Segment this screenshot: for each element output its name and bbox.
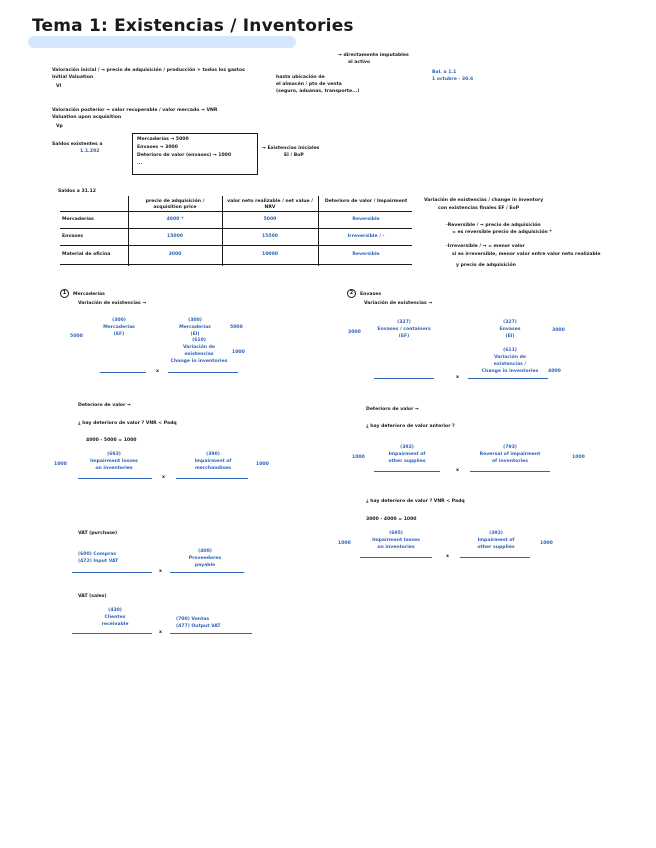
balance-label-2: 1.1.202 xyxy=(80,149,100,154)
s2-credit-account2-4: Change in inventories xyxy=(481,369,539,374)
s2-debit-account-3: (EF) xyxy=(398,334,410,339)
s2-credit-account-1: (327) xyxy=(503,320,517,325)
s2-det2-calc: 3000 - 4000 = 1000 xyxy=(366,517,417,522)
s1-det-x-mark: x xyxy=(162,475,165,480)
table-note-4: = es reversible precio de adquisición * xyxy=(452,230,552,235)
s2-det-credit-line xyxy=(470,471,550,472)
vat-purchase-right-2: Proveedores xyxy=(188,556,222,561)
s2-det-debit-1: (392) xyxy=(400,445,414,450)
vat-sales-debit-line xyxy=(72,633,152,634)
section-2-title: Envases xyxy=(360,292,382,297)
table-row-3-label: Material de oficina xyxy=(62,252,111,257)
s2-det-credit-1: (793) xyxy=(503,445,517,450)
s1-credit-account-2: Mercaderías xyxy=(179,325,211,330)
s1-credit-account2-3: existencias xyxy=(184,352,214,357)
s1-credit-amount-2: 1000 xyxy=(232,350,245,355)
gastos-note-1: hasta ubicación de xyxy=(276,75,325,80)
vat-sales-x-mark: x xyxy=(159,630,162,635)
initial-valuation-en: Initial Valuation xyxy=(52,75,94,80)
vp-label: Vp xyxy=(56,124,63,129)
s2-det-heading: Deterioro de valor → xyxy=(366,407,419,412)
s2-credit-amount-2: 4000 xyxy=(548,369,561,374)
vat-purchase-debit-line xyxy=(72,572,152,573)
s1-det-debit-amount: 1000 xyxy=(54,462,67,467)
s2-credit-line xyxy=(468,378,548,379)
s2-det-debit-2: Impairment of xyxy=(388,452,426,457)
s1-credit-account-1: (300) xyxy=(188,318,202,323)
gastos-note-2: el almacén / pto de venta xyxy=(276,82,342,87)
box-line-1: Mercaderías → 5000 xyxy=(137,137,189,142)
table-row-1-col-3: Reversible xyxy=(352,217,380,222)
dates-note-1: Bal. a 1.1 xyxy=(432,70,457,75)
table-header-3: Deterioro de valor / Impairment xyxy=(324,199,408,204)
s1-det-heading: Deterioro de valor → xyxy=(78,403,131,408)
table-row-2-col-1: 15000 xyxy=(167,234,183,239)
s2-credit-account2-3: existencias / xyxy=(493,362,527,367)
s1-credit-amount-1: 5000 xyxy=(230,325,243,330)
vat-purchase-credit-line xyxy=(170,572,244,573)
box-line-3: Deterioro de valor (envases) → 1000 xyxy=(137,153,232,158)
gastos-note-3: (seguro, aduanas, transporte...) xyxy=(276,89,360,94)
table-note-7: y precio de adquisición xyxy=(456,263,516,268)
s2-det-debit-3: other supplies xyxy=(388,459,426,464)
vat-sales-heading: VAT (sales) xyxy=(78,594,107,599)
box-right-1: → Existencias iniciales xyxy=(262,146,320,151)
s2-det2-debit-line xyxy=(360,557,432,558)
s1-credit-line xyxy=(168,372,238,373)
later-valuation-label: Valoración posterior → valor recuperable / valor mercado → VNR xyxy=(52,108,218,113)
table-caption: Saldos a 31.12 xyxy=(58,189,96,194)
box-line-2: Envases → 3000 xyxy=(137,145,178,150)
table-row-line-1 xyxy=(60,211,412,212)
s2-det-debit-line xyxy=(374,471,440,472)
s2-det2-credit-amount: 1000 xyxy=(540,541,553,546)
s2-det-debit-amount: 1000 xyxy=(352,455,365,460)
section-1-number: 1 xyxy=(60,289,69,298)
table-row-2-col-2: 15500 xyxy=(262,234,278,239)
s2-det2-debit-1: (695) xyxy=(389,531,403,536)
s1-debit-amount: 5000 xyxy=(70,334,83,339)
section-2-number: 2 xyxy=(347,289,356,298)
box-line-4: ... xyxy=(137,161,143,166)
s1-credit-account2-4: Change in inventories xyxy=(170,359,228,364)
vat-purchase-x-mark: x xyxy=(159,569,162,574)
title-highlight xyxy=(28,36,296,48)
table-note-3: ·Reversible / → precio de adquisición xyxy=(446,223,541,228)
table-col-line-1 xyxy=(128,196,129,266)
s2-det-credit-2: Reversal of impairment xyxy=(479,452,541,457)
table-row-3-col-3: Reversible xyxy=(352,252,380,257)
s1-credit-account-3: (EI) xyxy=(190,332,200,337)
s1-det-credit-1: (390) xyxy=(206,452,220,457)
s2-credit-account2-2: Variación de xyxy=(493,355,527,360)
balance-label-1: Saldos existentes a xyxy=(52,142,103,147)
initial-valuation-label: Valoración inicial / → precio de adquisición / producción + todos los gastos xyxy=(52,68,245,73)
page-title: Tema 1: Existencias / Inventories xyxy=(32,16,354,36)
table-note-6: si es irreversible, menor valor entre valor neto realizable xyxy=(452,252,601,257)
table-row-3-col-2: 10000 xyxy=(262,252,278,257)
s2-det2-debit-2: Impairment losses xyxy=(372,538,420,543)
vat-sales-credit-line xyxy=(170,633,252,634)
s2-debit-line xyxy=(374,378,434,379)
table-col-line-3 xyxy=(318,196,319,266)
table-header-2: valor neto realizable / net value / NRV xyxy=(227,199,313,210)
vat-purchase-left-2: (472) Input VAT xyxy=(78,559,119,564)
table-note-5: ·Irreversible / → = menor valor xyxy=(446,244,525,249)
table-row-1-col-2: 5000 xyxy=(263,217,277,222)
vat-purchase-right-1: (400) xyxy=(198,549,212,554)
top-note-1: → directamente imputables xyxy=(338,53,409,58)
table-col-line-2 xyxy=(222,196,223,266)
vi-label: VI xyxy=(56,84,62,89)
s2-det-x-mark: x xyxy=(456,468,459,473)
s1-det-credit-line xyxy=(176,478,248,479)
s1-credit-account2-1: (610) xyxy=(192,338,206,343)
s2-x-mark: x xyxy=(456,375,459,380)
s2-debit-account-1: (327) xyxy=(397,320,411,325)
s1-det-debit-line xyxy=(78,478,152,479)
vat-sales-left-1: (430) xyxy=(108,608,122,613)
section-1-title: Mercaderías xyxy=(73,292,105,297)
vat-sales-left-2: Clientes xyxy=(104,615,126,620)
s2-det-question: ¿ hay deterioro de valor anterior ? xyxy=(366,424,455,429)
s1-det-debit-2: Impairment losses xyxy=(90,459,138,464)
s2-credit-account-3: (EI) xyxy=(505,334,515,339)
section-1-heading xyxy=(60,289,105,298)
s1-det-credit-3: merchandises xyxy=(195,466,231,471)
vat-sales-left-3: receivable xyxy=(101,622,129,627)
s1-debit-account-2: Mercaderías xyxy=(103,325,135,330)
section-1-sub: Variación de existencias → xyxy=(78,301,147,306)
s1-det-calc: 4000 - 5000 = 1000 xyxy=(86,438,137,443)
s1-debit-account-1: (300) xyxy=(112,318,126,323)
s1-credit-account2-2: Variación de xyxy=(182,345,216,350)
dates-note-2: 1 octubre - 30.6 xyxy=(432,77,474,82)
vat-sales-right-2: (477) Output VAT xyxy=(176,624,221,629)
box-right-2: EI / BoP xyxy=(284,153,304,158)
top-note-2: al activo xyxy=(348,60,371,65)
s2-det-credit-3: of inventories xyxy=(491,459,529,464)
vat-purchase-heading: VAT (purchase) xyxy=(78,531,118,536)
table-row-1-label: Mercaderías xyxy=(62,217,94,222)
s1-det-question: ¿ hay deterioro de valor ? VNR < Padq xyxy=(78,421,177,426)
section-2-heading xyxy=(347,289,381,298)
vat-sales-right-1: (700) Ventas xyxy=(176,617,210,622)
s2-det2-credit-3: other supplies xyxy=(477,545,515,550)
table-row-3-col-1: 3000 xyxy=(168,252,182,257)
s2-det2-credit-1: (392) xyxy=(489,531,503,536)
s2-det2-credit-2: Impairment of xyxy=(477,538,515,543)
table-row-line-4 xyxy=(60,264,412,265)
later-valuation-en: Valuation upon acquisition xyxy=(52,115,122,120)
s1-debit-account-3: (EF) xyxy=(113,332,125,337)
s2-det2-debit-3: on inventories xyxy=(377,545,415,550)
vat-purchase-right-3: payable xyxy=(194,563,216,568)
s1-det-credit-2: Impairment of xyxy=(194,459,232,464)
s2-credit-account2-1: (611) xyxy=(503,348,517,353)
table-row-2-label: Envases xyxy=(62,234,84,239)
table-row-2-col-3: Irreversible / - xyxy=(347,234,385,239)
table-note-2: con existencias finales EF / EoP xyxy=(438,206,520,211)
s2-det-credit-amount: 1000 xyxy=(572,455,585,460)
s2-det2-question: ¿ hay deterioro de valor ? VNR < Padq xyxy=(366,499,465,504)
table-header-1: precio de adquisición / acquisition price xyxy=(145,199,205,210)
s2-debit-amount: 3000 xyxy=(348,330,361,335)
s1-x-mark: x xyxy=(156,369,159,374)
s2-det2-credit-line xyxy=(460,557,530,558)
table-note-1: Variación de existencias / change in inventory xyxy=(424,198,544,203)
s1-det-debit-3: on inventories xyxy=(95,466,133,471)
s1-debit-line xyxy=(100,372,146,373)
s1-det-credit-amount: 1000 xyxy=(256,462,269,467)
table-row-line-2 xyxy=(60,228,412,229)
section-2-sub: Variación de existencias → xyxy=(364,301,433,306)
table-row-line-3 xyxy=(60,245,412,246)
s2-credit-account-2: Envases xyxy=(499,327,521,332)
s2-credit-amount-1: 3000 xyxy=(552,328,565,333)
s1-det-debit-1: (693) xyxy=(107,452,121,457)
s2-debit-account-2: Envases / containers xyxy=(377,327,431,332)
vat-purchase-left-1: (600) Compras xyxy=(78,552,117,557)
s2-det2-x-mark: x xyxy=(446,554,449,559)
s2-det2-debit-amount: 1000 xyxy=(338,541,351,546)
table-row-1-col-1: 4000 * xyxy=(166,217,184,222)
